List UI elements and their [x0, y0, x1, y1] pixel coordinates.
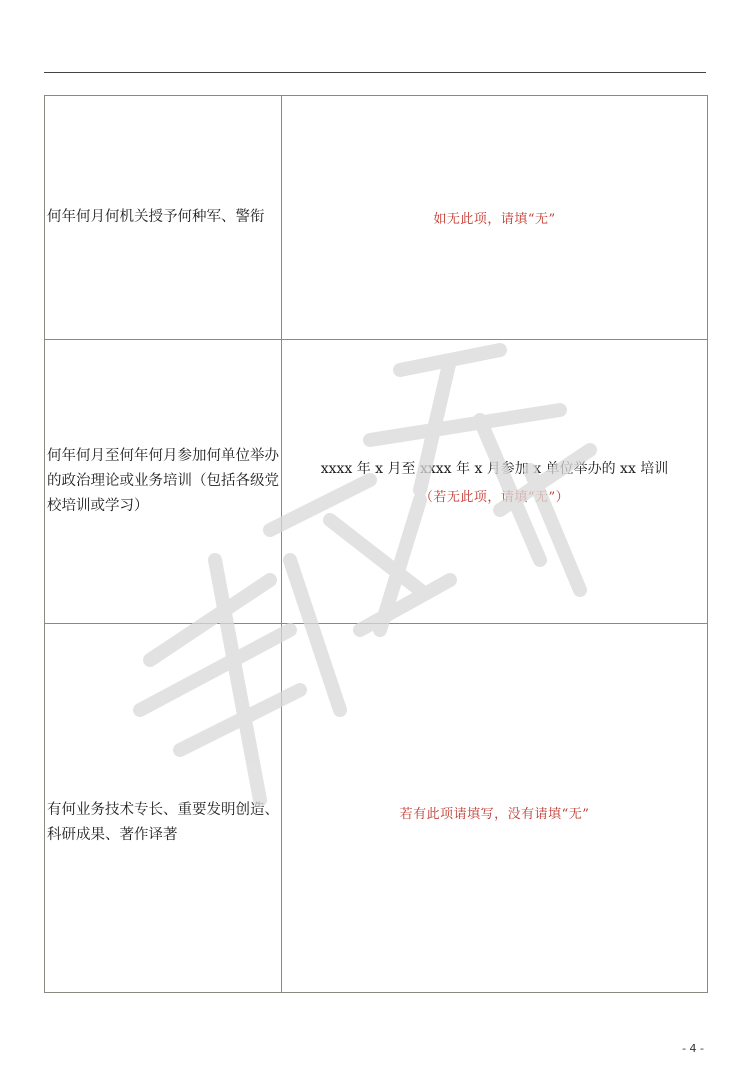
fill-hint: 若有此项请填写，没有请填“无”: [399, 806, 590, 822]
row-value-cell[interactable]: [282, 624, 708, 993]
row-label: 何年何月至何年何月参加何单位举办的政治理论或业务培训（包括各级党校培训或学习）: [47, 448, 279, 514]
row-label-cell: [45, 340, 282, 624]
table-row: [45, 96, 708, 340]
row-label: 有何业务技术专长、重要发明创造、科研成果、著作译著: [47, 802, 279, 843]
page-number: - 4 -: [682, 1042, 704, 1055]
row-label: 何年何月何机关授予何种军、警衔: [47, 209, 265, 225]
fill-hint: （若无此项，请填“无”）: [419, 490, 570, 505]
row-value-cell[interactable]: [282, 96, 708, 340]
row-label-cell: [45, 96, 282, 340]
table-row: [45, 340, 708, 624]
fill-hint: 如无此项，请填“无”: [433, 212, 556, 227]
header-rule: [44, 72, 706, 73]
form-table: [44, 95, 708, 993]
table-row: [45, 624, 708, 993]
example-entry: xxxx 年 x 月至 xxxx 年 x 月参加 x 单位举办的 xx 培训: [320, 461, 669, 477]
row-label-cell: [45, 624, 282, 993]
row-value-cell[interactable]: [282, 340, 708, 624]
